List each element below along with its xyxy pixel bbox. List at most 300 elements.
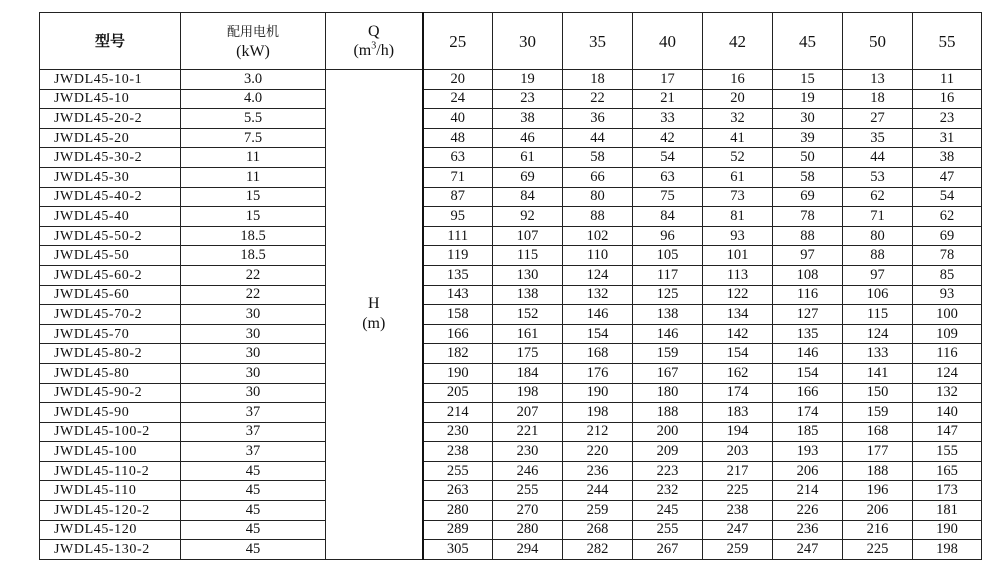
power-header-unit: (kW) — [236, 42, 270, 60]
head-value-cell: 244 — [563, 481, 633, 501]
head-value-cell: 146 — [633, 324, 703, 344]
head-value-cell: 23 — [913, 109, 982, 129]
head-value-cell: 175 — [493, 344, 563, 364]
head-value-cell: 61 — [493, 148, 563, 168]
head-value-cell: 75 — [633, 187, 703, 207]
head-value-cell: 259 — [563, 501, 633, 521]
head-value-cell: 183 — [703, 403, 773, 423]
head-value-cell: 30 — [773, 109, 843, 129]
head-value-cell: 95 — [423, 207, 493, 227]
head-value-cell: 33 — [633, 109, 703, 129]
table-row — [40, 207, 982, 227]
head-value-cell: 115 — [843, 305, 913, 325]
head-value-cell: 255 — [423, 461, 493, 481]
head-value-cell: 93 — [913, 285, 982, 305]
head-value-cell: 159 — [633, 344, 703, 364]
table-row — [40, 481, 982, 501]
head-value-cell: 173 — [913, 481, 982, 501]
head-value-cell: 190 — [423, 363, 493, 383]
head-value-cell: 259 — [703, 540, 773, 560]
head-value-cell: 206 — [773, 461, 843, 481]
table-row — [40, 540, 982, 560]
head-value-cell: 119 — [423, 246, 493, 266]
head-value-cell: 92 — [493, 207, 563, 227]
head-value-cell: 21 — [633, 89, 703, 109]
table-row — [40, 167, 982, 187]
head-value-cell: 267 — [633, 540, 703, 560]
head-value-cell: 154 — [563, 324, 633, 344]
power-cell: 30 — [181, 383, 326, 403]
head-value-cell: 50 — [773, 148, 843, 168]
head-value-cell: 263 — [423, 481, 493, 501]
model-header — [40, 13, 181, 70]
power-cell: 30 — [181, 305, 326, 325]
head-value-cell: 230 — [423, 422, 493, 442]
model-header-label: 型号 — [94, 31, 125, 50]
head-value-cell: 96 — [633, 226, 703, 246]
model-cell: JWDL45-120 — [40, 520, 181, 540]
head-value-cell: 221 — [493, 422, 563, 442]
head-value-cell: 255 — [633, 520, 703, 540]
flow-header-unit — [353, 42, 394, 59]
table-row — [40, 70, 982, 90]
head-value-cell: 167 — [633, 363, 703, 383]
model-cell: JWDL45-40 — [40, 207, 181, 227]
head-value-cell: 53 — [843, 167, 913, 187]
head-value-cell: 270 — [493, 501, 563, 521]
model-cell: JWDL45-10-1 — [40, 70, 181, 90]
head-value-cell: 17 — [633, 70, 703, 90]
head-value-cell: 31 — [913, 128, 982, 148]
power-cell: 15 — [181, 207, 326, 227]
head-value-cell: 180 — [633, 383, 703, 403]
head-value-cell: 200 — [633, 422, 703, 442]
head-value-cell: 214 — [423, 403, 493, 423]
head-value-cell: 105 — [633, 246, 703, 266]
flow-value-header: 50 — [843, 13, 913, 70]
head-value-cell: 161 — [493, 324, 563, 344]
head-value-cell: 111 — [423, 226, 493, 246]
table-row — [40, 109, 982, 129]
power-cell: 45 — [181, 461, 326, 481]
power-cell: 37 — [181, 442, 326, 462]
head-value-cell: 268 — [563, 520, 633, 540]
head-value-cell: 182 — [423, 344, 493, 364]
head-value-cell: 24 — [423, 89, 493, 109]
head-value-cell: 141 — [843, 363, 913, 383]
head-value-cell: 247 — [773, 540, 843, 560]
head-value-cell: 152 — [493, 305, 563, 325]
head-value-cell: 177 — [843, 442, 913, 462]
head-value-cell: 62 — [913, 207, 982, 227]
model-cell: JWDL45-110 — [40, 481, 181, 501]
head-value-cell: 238 — [703, 501, 773, 521]
head-value-cell: 158 — [423, 305, 493, 325]
model-cell: JWDL45-90 — [40, 403, 181, 423]
head-value-cell: 135 — [773, 324, 843, 344]
head-value-cell: 41 — [703, 128, 773, 148]
head-value-cell: 122 — [703, 285, 773, 305]
head-value-cell: 154 — [703, 344, 773, 364]
flow-header-label: Q — [367, 23, 380, 40]
head-value-cell: 61 — [703, 167, 773, 187]
head-value-cell: 209 — [633, 442, 703, 462]
head-value-cell: 108 — [773, 265, 843, 285]
flow-unit-pre: (m — [353, 42, 372, 59]
head-value-cell: 69 — [773, 187, 843, 207]
power-cell: 18.5 — [181, 246, 326, 266]
table-row — [40, 128, 982, 148]
table-header — [40, 13, 982, 70]
pump-spec-table — [39, 12, 982, 560]
head-value-cell: 69 — [913, 226, 982, 246]
head-value-cell: 109 — [913, 324, 982, 344]
head-value-cell: 73 — [703, 187, 773, 207]
head-value-cell: 84 — [633, 207, 703, 227]
head-value-cell: 133 — [843, 344, 913, 364]
head-value-cell: 282 — [563, 540, 633, 560]
head-value-cell: 226 — [773, 501, 843, 521]
flow-value-header: 55 — [913, 13, 982, 70]
head-value-cell: 78 — [773, 207, 843, 227]
power-cell: 15 — [181, 187, 326, 207]
head-value-cell: 181 — [913, 501, 982, 521]
head-value-cell: 54 — [633, 148, 703, 168]
head-value-cell: 125 — [633, 285, 703, 305]
head-value-cell: 146 — [773, 344, 843, 364]
head-value-cell: 44 — [843, 148, 913, 168]
model-cell: JWDL45-50 — [40, 246, 181, 266]
head-value-cell: 150 — [843, 383, 913, 403]
power-cell: 45 — [181, 501, 326, 521]
table-row — [40, 461, 982, 481]
head-value-cell: 16 — [703, 70, 773, 90]
power-cell: 11 — [181, 148, 326, 168]
head-value-cell: 130 — [493, 265, 563, 285]
table-row — [40, 324, 982, 344]
head-value-cell: 206 — [843, 501, 913, 521]
power-cell: 30 — [181, 344, 326, 364]
head-value-cell: 198 — [493, 383, 563, 403]
head-value-cell: 87 — [423, 187, 493, 207]
head-value-cell: 48 — [423, 128, 493, 148]
model-cell: JWDL45-100 — [40, 442, 181, 462]
head-value-cell: 140 — [913, 403, 982, 423]
table-row — [40, 226, 982, 246]
head-value-cell: 207 — [493, 403, 563, 423]
head-value-cell: 159 — [843, 403, 913, 423]
header-row — [40, 13, 982, 70]
head-value-cell: 225 — [703, 481, 773, 501]
flow-unit-sup: 3 — [371, 40, 377, 52]
head-value-cell: 20 — [703, 89, 773, 109]
flow-value-header: 25 — [423, 13, 493, 70]
head-value-cell: 147 — [913, 422, 982, 442]
table-row — [40, 305, 982, 325]
head-value-cell: 88 — [843, 246, 913, 266]
head-value-cell: 106 — [843, 285, 913, 305]
flow-value-header: 45 — [773, 13, 843, 70]
head-value-cell: 127 — [773, 305, 843, 325]
flow-value-header: 42 — [703, 13, 773, 70]
head-value-cell: 280 — [423, 501, 493, 521]
model-cell: JWDL45-30 — [40, 167, 181, 187]
head-value-cell: 16 — [913, 89, 982, 109]
head-value-cell: 97 — [843, 265, 913, 285]
power-cell: 30 — [181, 363, 326, 383]
head-value-cell: 46 — [493, 128, 563, 148]
head-value-cell: 174 — [703, 383, 773, 403]
model-cell: JWDL45-10 — [40, 89, 181, 109]
head-value-cell: 80 — [563, 187, 633, 207]
model-cell: JWDL45-100-2 — [40, 422, 181, 442]
head-value-cell: 217 — [703, 461, 773, 481]
head-value-cell: 39 — [773, 128, 843, 148]
flow-value-header: 30 — [493, 13, 563, 70]
head-value-cell: 305 — [423, 540, 493, 560]
head-value-cell: 124 — [563, 265, 633, 285]
model-cell: JWDL45-40-2 — [40, 187, 181, 207]
head-value-cell: 155 — [913, 442, 982, 462]
head-value-cell: 236 — [563, 461, 633, 481]
head-value-cell: 212 — [563, 422, 633, 442]
head-value-cell: 132 — [913, 383, 982, 403]
head-value-cell: 198 — [913, 540, 982, 560]
table-row — [40, 403, 982, 423]
head-value-cell: 101 — [703, 246, 773, 266]
head-value-cell: 246 — [493, 461, 563, 481]
head-value-cell: 66 — [563, 167, 633, 187]
model-cell: JWDL45-130-2 — [40, 540, 181, 560]
head-value-cell: 232 — [633, 481, 703, 501]
head-label-cell — [326, 70, 423, 560]
power-cell: 37 — [181, 422, 326, 442]
flow-header — [326, 13, 423, 70]
table-row — [40, 344, 982, 364]
head-value-cell: 71 — [423, 167, 493, 187]
power-header — [181, 13, 326, 70]
head-value-cell: 247 — [703, 520, 773, 540]
power-cell: 11 — [181, 167, 326, 187]
head-value-cell: 255 — [493, 481, 563, 501]
head-value-cell: 84 — [493, 187, 563, 207]
head-value-cell: 97 — [773, 246, 843, 266]
head-value-cell: 18 — [563, 70, 633, 90]
head-value-cell: 63 — [633, 167, 703, 187]
head-value-cell: 115 — [493, 246, 563, 266]
head-value-cell: 238 — [423, 442, 493, 462]
power-cell: 37 — [181, 403, 326, 423]
table-row — [40, 520, 982, 540]
head-value-cell: 168 — [843, 422, 913, 442]
head-value-cell: 230 — [493, 442, 563, 462]
head-value-cell: 162 — [703, 363, 773, 383]
model-cell: JWDL45-90-2 — [40, 383, 181, 403]
head-value-cell: 280 — [493, 520, 563, 540]
head-value-cell: 19 — [773, 89, 843, 109]
table-row — [40, 442, 982, 462]
head-value-cell: 42 — [633, 128, 703, 148]
head-value-cell: 93 — [703, 226, 773, 246]
head-value-cell: 35 — [843, 128, 913, 148]
head-value-cell: 19 — [493, 70, 563, 90]
head-value-cell: 196 — [843, 481, 913, 501]
head-value-cell: 236 — [773, 520, 843, 540]
head-value-cell: 38 — [913, 148, 982, 168]
table-body — [40, 70, 982, 560]
model-cell: JWDL45-60 — [40, 285, 181, 305]
table-row — [40, 148, 982, 168]
model-cell: JWDL45-20-2 — [40, 109, 181, 129]
power-cell: 45 — [181, 520, 326, 540]
head-value-cell: 166 — [423, 324, 493, 344]
head-value-cell: 44 — [563, 128, 633, 148]
head-label-unit: (m) — [362, 315, 386, 333]
head-value-cell: 117 — [633, 265, 703, 285]
power-cell: 3.0 — [181, 70, 326, 90]
power-cell: 22 — [181, 265, 326, 285]
head-value-cell: 116 — [773, 285, 843, 305]
model-cell: JWDL45-110-2 — [40, 461, 181, 481]
head-value-cell: 113 — [703, 265, 773, 285]
table-row — [40, 285, 982, 305]
head-value-cell: 62 — [843, 187, 913, 207]
head-value-cell: 81 — [703, 207, 773, 227]
head-value-cell: 203 — [703, 442, 773, 462]
head-value-cell: 142 — [703, 324, 773, 344]
head-value-cell: 18 — [843, 89, 913, 109]
head-value-cell: 223 — [633, 461, 703, 481]
head-value-cell: 116 — [913, 344, 982, 364]
head-value-cell: 63 — [423, 148, 493, 168]
head-value-cell: 135 — [423, 265, 493, 285]
head-value-cell: 165 — [913, 461, 982, 481]
head-value-cell: 134 — [703, 305, 773, 325]
table-row — [40, 246, 982, 266]
head-value-cell: 289 — [423, 520, 493, 540]
head-value-cell: 15 — [773, 70, 843, 90]
head-value-cell: 185 — [773, 422, 843, 442]
head-value-cell: 216 — [843, 520, 913, 540]
head-value-cell: 138 — [633, 305, 703, 325]
head-value-cell: 146 — [563, 305, 633, 325]
head-value-cell: 166 — [773, 383, 843, 403]
flow-unit-post: /h) — [376, 42, 395, 59]
head-value-cell: 58 — [773, 167, 843, 187]
head-value-cell: 190 — [913, 520, 982, 540]
head-value-cell: 54 — [913, 187, 982, 207]
head-value-cell: 107 — [493, 226, 563, 246]
head-value-cell: 52 — [703, 148, 773, 168]
power-cell: 5.5 — [181, 109, 326, 129]
table-row — [40, 89, 982, 109]
head-value-cell: 80 — [843, 226, 913, 246]
head-value-cell: 102 — [563, 226, 633, 246]
head-value-cell: 22 — [563, 89, 633, 109]
head-value-cell: 194 — [703, 422, 773, 442]
power-cell: 22 — [181, 285, 326, 305]
model-cell: JWDL45-50-2 — [40, 226, 181, 246]
table-row — [40, 363, 982, 383]
head-value-cell: 78 — [913, 246, 982, 266]
head-value-cell: 20 — [423, 70, 493, 90]
model-cell: JWDL45-120-2 — [40, 501, 181, 521]
flow-value-header: 35 — [563, 13, 633, 70]
head-value-cell: 184 — [493, 363, 563, 383]
head-value-cell: 294 — [493, 540, 563, 560]
head-value-cell: 69 — [493, 167, 563, 187]
head-value-cell: 13 — [843, 70, 913, 90]
flow-value-header: 40 — [633, 13, 703, 70]
head-value-cell: 176 — [563, 363, 633, 383]
model-cell: JWDL45-80 — [40, 363, 181, 383]
model-cell: JWDL45-30-2 — [40, 148, 181, 168]
head-value-cell: 193 — [773, 442, 843, 462]
power-cell: 18.5 — [181, 226, 326, 246]
head-value-cell: 188 — [843, 461, 913, 481]
head-value-cell: 88 — [563, 207, 633, 227]
head-value-cell: 143 — [423, 285, 493, 305]
head-value-cell: 132 — [563, 285, 633, 305]
head-value-cell: 225 — [843, 540, 913, 560]
head-value-cell: 205 — [423, 383, 493, 403]
power-cell: 30 — [181, 324, 326, 344]
head-value-cell: 198 — [563, 403, 633, 423]
head-value-cell: 245 — [633, 501, 703, 521]
head-value-cell: 47 — [913, 167, 982, 187]
table-row — [40, 187, 982, 207]
head-value-cell: 23 — [493, 89, 563, 109]
head-value-cell: 190 — [563, 383, 633, 403]
head-value-cell: 124 — [843, 324, 913, 344]
head-value-cell: 36 — [563, 109, 633, 129]
power-cell: 4.0 — [181, 89, 326, 109]
model-cell: JWDL45-70-2 — [40, 305, 181, 325]
model-cell: JWDL45-20 — [40, 128, 181, 148]
head-label: H — [367, 295, 380, 313]
head-value-cell: 188 — [633, 403, 703, 423]
head-value-cell: 100 — [913, 305, 982, 325]
table-row — [40, 383, 982, 403]
model-cell: JWDL45-60-2 — [40, 265, 181, 285]
table-row — [40, 501, 982, 521]
head-value-cell: 88 — [773, 226, 843, 246]
power-cell: 7.5 — [181, 128, 326, 148]
head-value-cell: 220 — [563, 442, 633, 462]
head-value-cell: 40 — [423, 109, 493, 129]
head-value-cell: 85 — [913, 265, 982, 285]
head-value-cell: 110 — [563, 246, 633, 266]
power-header-label: 配用电机 — [226, 24, 279, 40]
head-value-cell: 124 — [913, 363, 982, 383]
head-value-cell: 154 — [773, 363, 843, 383]
head-value-cell: 11 — [913, 70, 982, 90]
model-cell: JWDL45-80-2 — [40, 344, 181, 364]
head-value-cell: 38 — [493, 109, 563, 129]
model-cell: JWDL45-70 — [40, 324, 181, 344]
table-row — [40, 422, 982, 442]
power-cell: 45 — [181, 540, 326, 560]
head-value-cell: 138 — [493, 285, 563, 305]
head-value-cell: 214 — [773, 481, 843, 501]
head-value-cell: 174 — [773, 403, 843, 423]
head-value-cell: 58 — [563, 148, 633, 168]
head-value-cell: 168 — [563, 344, 633, 364]
table-row — [40, 265, 982, 285]
head-value-cell: 71 — [843, 207, 913, 227]
power-cell: 45 — [181, 481, 326, 501]
head-value-cell: 27 — [843, 109, 913, 129]
